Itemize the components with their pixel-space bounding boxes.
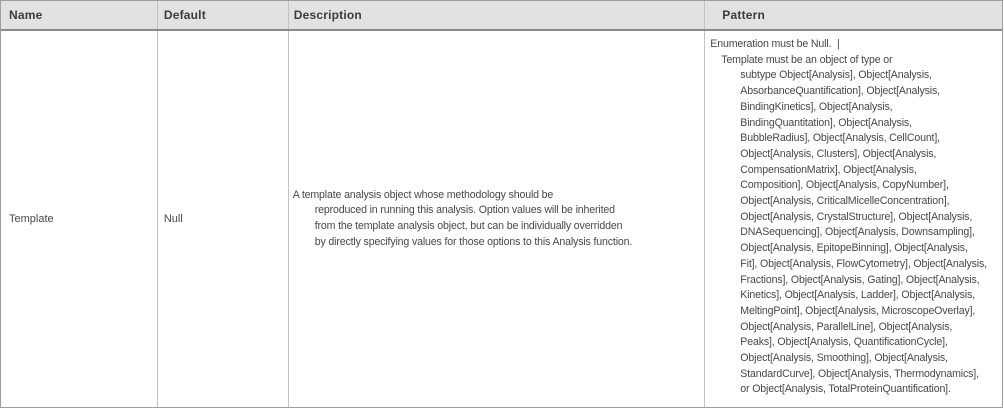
text-line: Composition], Object[Analysis, CopyNumber], (740, 179, 949, 192)
text-line: DNASequencing], Object[Analysis, Downsampling], (740, 226, 975, 239)
text-line: by directly specifying values for those options to this Analysis function. (314, 235, 633, 248)
table-row (1, 31, 1002, 407)
column-header-name-label: Name (9, 8, 43, 22)
column-header-pattern (705, 1, 1002, 29)
option-name: Template (9, 213, 54, 225)
cell-name (1, 31, 158, 407)
column-header-description (289, 1, 706, 29)
text-line: or Object[Analysis, TotalProteinQuantification]. (740, 383, 951, 396)
text-line: AbsorbanceQuantification], Object[Analysis, (740, 85, 940, 98)
column-header-default (158, 1, 289, 29)
column-header-default-label: Default (163, 8, 206, 22)
text-line: BindingQuantitation], Object[Analysis, (740, 116, 912, 129)
text-line: subtype Object[Analysis], Object[Analysis, (740, 69, 932, 82)
text-line: reproduced in running this analysis. Option values will be inherited (314, 204, 615, 217)
column-header-description-label: Description (293, 8, 362, 22)
column-header-name (1, 1, 158, 29)
text-line: Object[Analysis, CrystalStructure], Object[Analysis, (740, 210, 973, 223)
table-header-row (1, 1, 1002, 31)
text-line: from the template analysis object, but can be individually overridden (314, 220, 623, 232)
text-line: MeltingPoint], Object[Analysis, MicroscopeOverlay], (740, 304, 976, 317)
text-line: Peaks], Object[Analysis, QuantificationCycle], (740, 336, 948, 349)
text-line: Object[Analysis, EpitopeBinning], Object[Analysis, (740, 242, 968, 255)
text-line: A template analysis object whose methodology should be (292, 188, 554, 201)
text-line: Object[Analysis, Clusters], Object[Analysis, (740, 147, 937, 160)
text-line: Fractions], Object[Analysis, Gating], Object[Analysis, (740, 273, 980, 286)
text-line: Fit], Object[Analysis, FlowCytometry], Object[Analysis, (740, 257, 987, 270)
text-line: Template must be an object of type or (721, 53, 893, 66)
pattern-text-block (710, 37, 1000, 398)
cell-description (289, 31, 706, 407)
text-line: Enumeration must be Null. | (710, 38, 840, 50)
option-default-value: Null (163, 213, 183, 225)
text-line: CompensationMatrix], Object[Analysis, (740, 163, 917, 176)
text-line: Object[Analysis, CriticalMicelleConcentration], (740, 195, 950, 208)
text-line: BindingKinetics], Object[Analysis, (740, 100, 893, 113)
cell-default (158, 31, 289, 407)
column-header-pattern-label: Pattern (722, 8, 766, 22)
text-line: Object[Analysis, ParallelLine], Object[Analysis, (740, 320, 953, 333)
text-line: StandardCurve], Object[Analysis, Thermodynamics], (740, 367, 979, 380)
text-line: Object[Analysis, Smoothing], Object[Analysis, (740, 352, 948, 365)
cell-pattern (705, 31, 1002, 407)
description-text-block (293, 188, 632, 251)
text-line: BubbleRadius], Object[Analysis, CellCount], (740, 132, 940, 145)
text-line: Kinetics], Object[Analysis, Ladder], Object[Analysis, (740, 289, 975, 302)
